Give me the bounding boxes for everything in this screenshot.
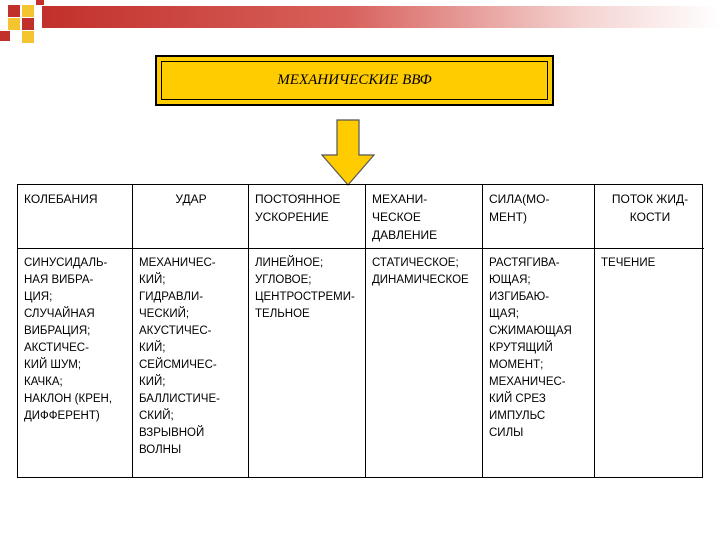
categories-table bbox=[17, 184, 703, 478]
pattern-square-yellow-2 bbox=[8, 18, 20, 30]
header-fluid-flow: ПОТОК ЖИД- КОСТИ bbox=[595, 185, 704, 249]
top-bar bbox=[42, 6, 720, 28]
header-mechanical-pressure: МЕХАНИ- ЧЕСКОЕ ДАВЛЕНИЕ bbox=[366, 185, 483, 249]
pattern-square-red-2 bbox=[22, 18, 34, 30]
cell-force-moment: РАСТЯГИВА- ЮЩАЯ; ИЗГИБАЮ- ЩАЯ; СЖИМАЮЩАЯ КРУТЯЩИЙ МОМЕНТ; МЕХАНИЧЕС- КИЙ СРЕЗ ИМПУЛЬС СИЛЫ bbox=[483, 249, 595, 478]
pattern-square-yellow-1 bbox=[22, 5, 34, 17]
down-arrow-icon bbox=[320, 119, 376, 187]
pattern-square-red-1 bbox=[8, 5, 20, 17]
cell-fluid-flow: ТЕЧЕНИЕ bbox=[601, 257, 656, 269]
header-shock: УДАР bbox=[133, 185, 249, 249]
pattern-square-yellow-3 bbox=[22, 31, 34, 43]
cell-constant-acceleration: ЛИНЕЙНОЕ; УГЛОВОЕ; ЦЕНТРОСТРЕМИ- ТЕЛЬНОЕ bbox=[249, 249, 366, 478]
header-vibrations: КОЛЕБАНИЯ bbox=[18, 185, 133, 249]
cell-shock: МЕХАНИЧЕС- КИЙ; ГИДРАВЛИ- ЧЕСКИЙ; АКУСТИЧЕС- КИЙ; СЕЙСМИЧЕС- КИЙ; БАЛЛИСТИЧЕ- СКИЙ; ВЗРЫВНОЙ ВОЛНЫ bbox=[133, 249, 249, 478]
title-box bbox=[155, 55, 554, 106]
header-force-moment: СИЛА(МО- МЕНТ) bbox=[483, 185, 595, 249]
diagram-title: МЕХАНИЧЕСКИЕ ВВФ bbox=[277, 72, 432, 88]
cell-vibrations: СИНУСИДАЛЬ- НАЯ ВИБРА- ЦИЯ; СЛУЧАЙНАЯ ВИБРАЦИЯ; АКСТИЧЕС- КИЙ ШУМ; КАЧКА; НАКЛОН (КРЕН, ДИФФЕРЕНТ) bbox=[18, 249, 133, 478]
pattern-square-red-3 bbox=[0, 31, 10, 41]
header-constant-acceleration: ПОСТОЯННОЕ УСКОРЕНИЕ bbox=[249, 185, 366, 249]
cell-mechanical-pressure: СТАТИЧЕСКОЕ; ДИНАМИЧЕСКОЕ bbox=[366, 249, 483, 478]
pattern-square-red-4 bbox=[36, 0, 44, 5]
